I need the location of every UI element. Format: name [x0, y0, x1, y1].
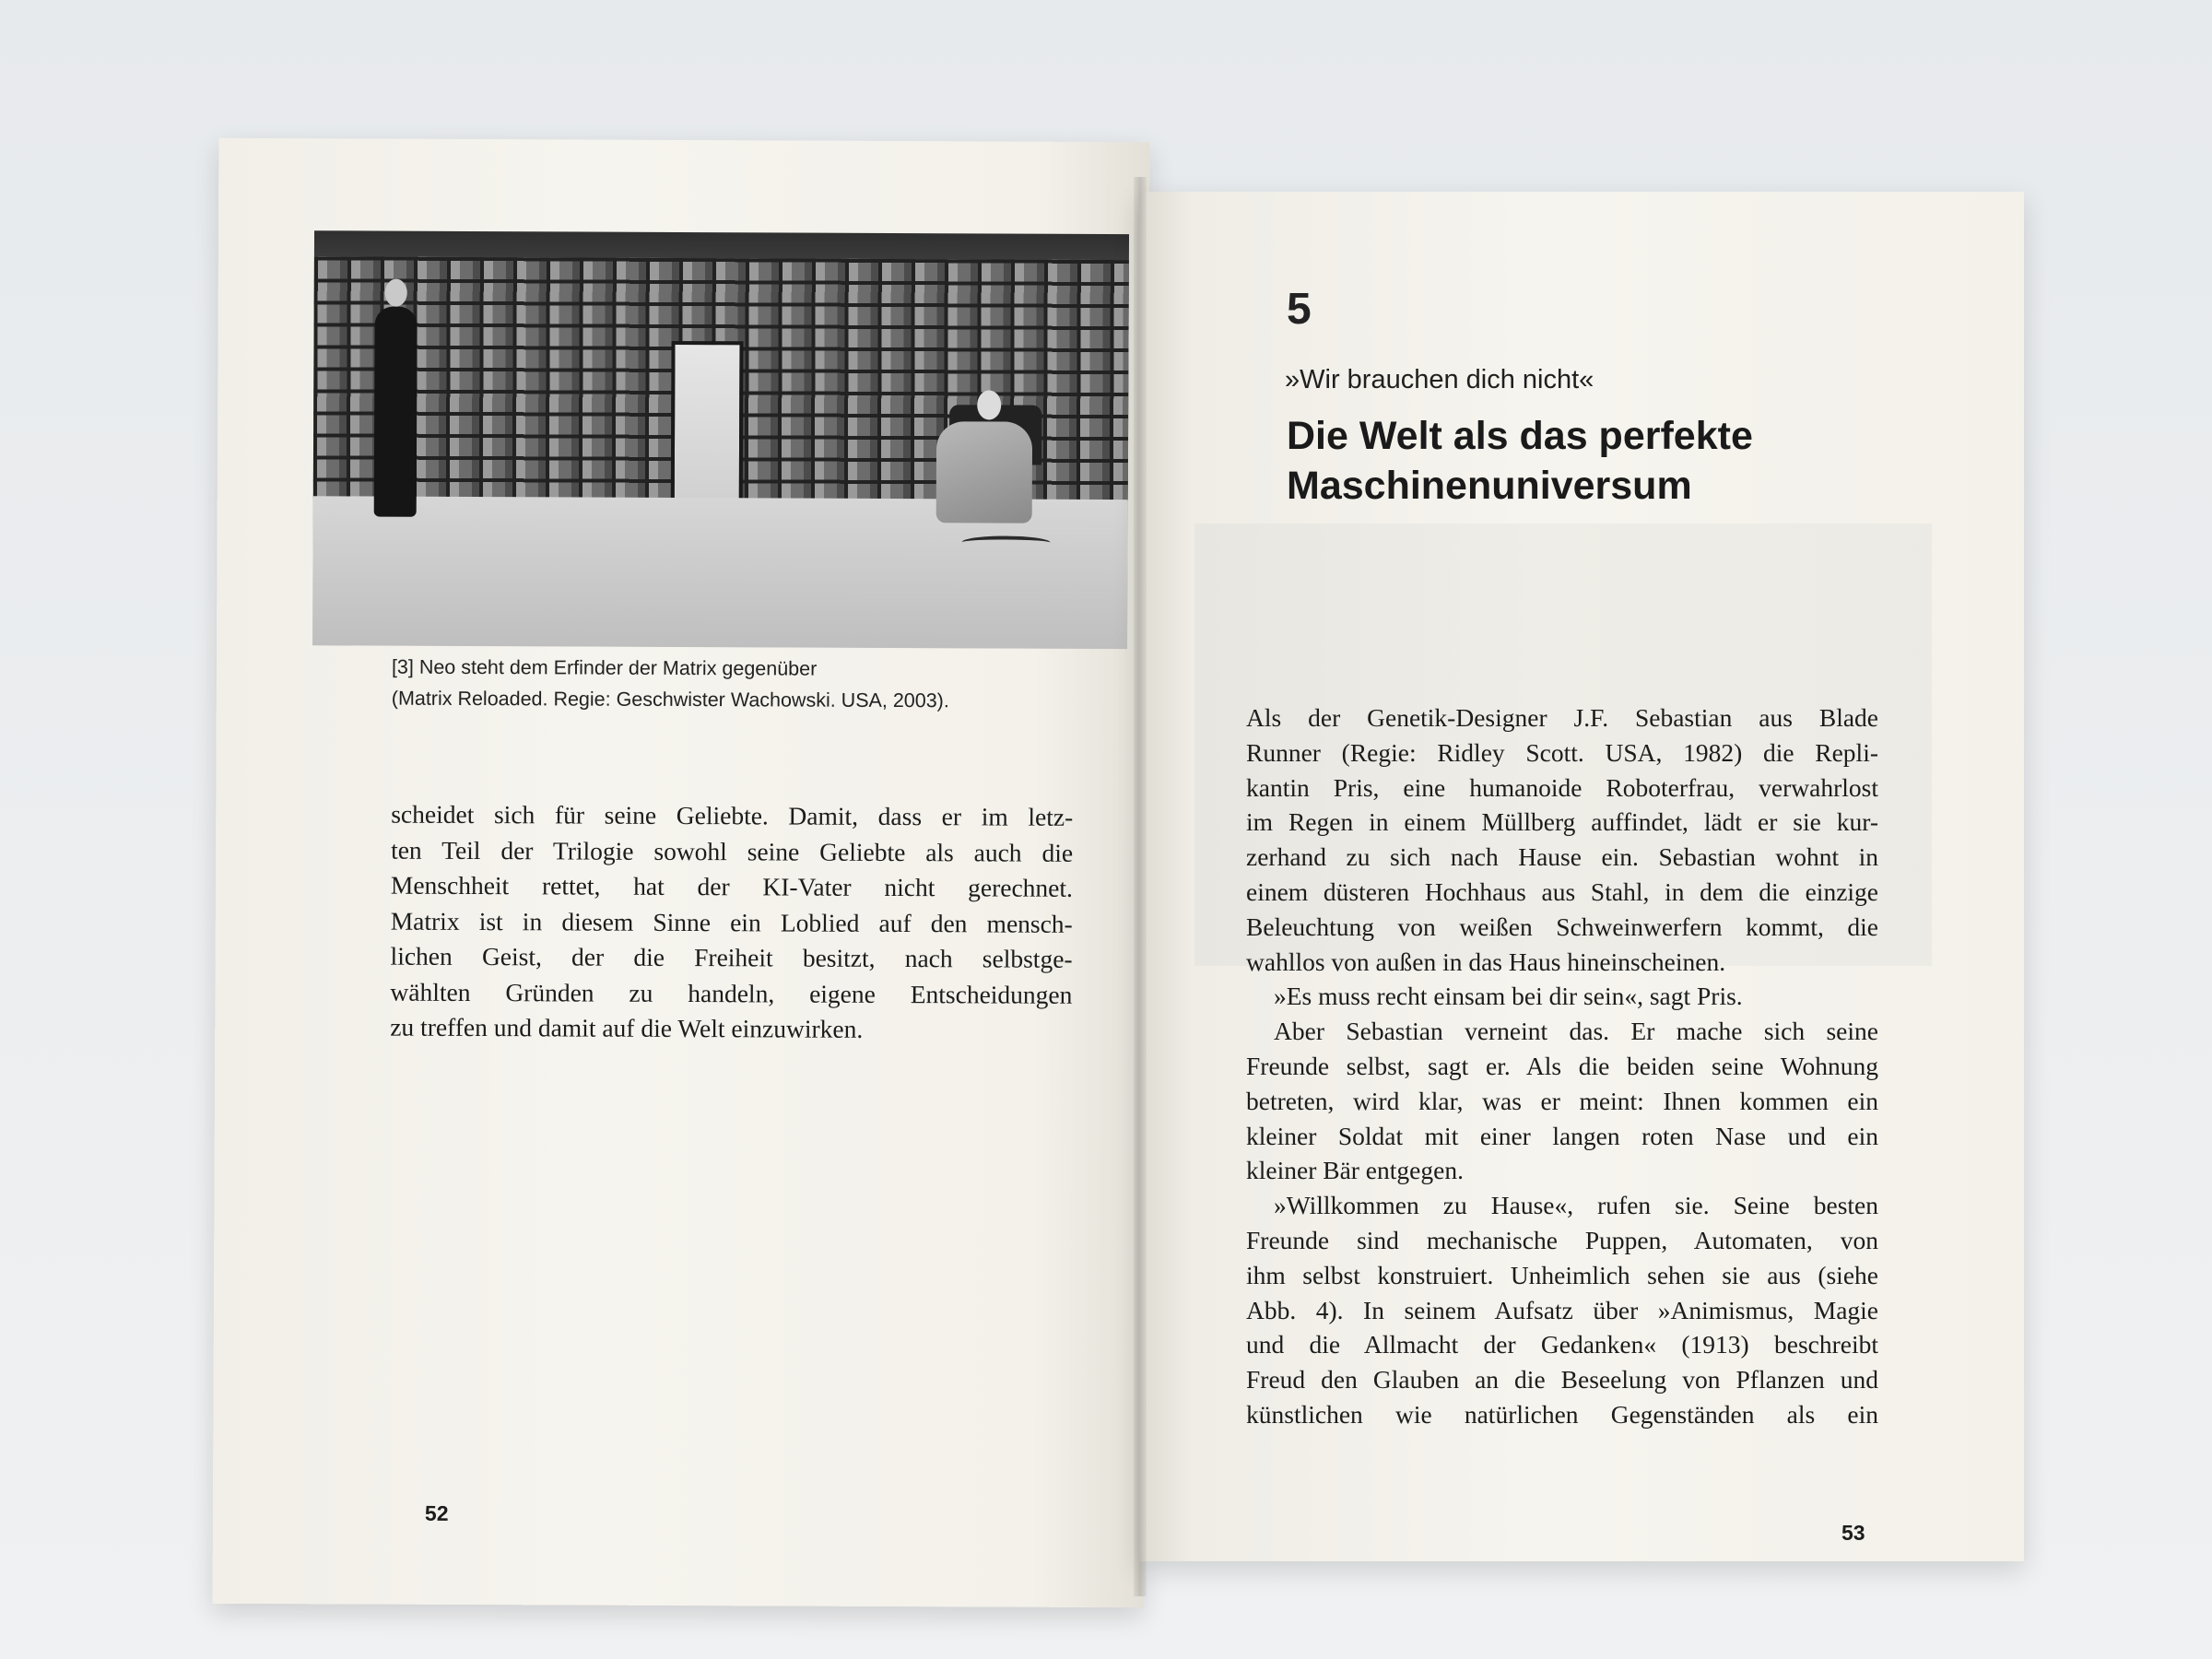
- text-line: kantin Pris, eine humanoide Roboterfrau, verwahrlost: [1246, 772, 1878, 802]
- text-line: kleiner Bär entgegen.: [1246, 1156, 1464, 1185]
- text-line: zu treffen und damit auf die Welt einzuwirken.: [390, 1012, 864, 1043]
- text-line: »Es muss recht einsam bei dir sein«, sagt Pris.: [1274, 982, 1743, 1011]
- text-line: betreten, wird klar, was er meint: Ihnen kommen ein: [1246, 1086, 1878, 1115]
- book-spine: [1134, 177, 1147, 1596]
- standing-figure: [374, 307, 418, 517]
- caption-line: (Matrix Reloaded. Regie: Geschwister Wachowski. USA, 2003).: [391, 687, 949, 712]
- right-page: [1139, 192, 2024, 1561]
- text-line: Matrix ist in diesem Sinne ein Loblied auf den mensch-: [390, 906, 1073, 938]
- text-line: zerhand zu sich nach Hause ein. Sebastian wohnt in: [1246, 842, 1878, 872]
- movie-still-image: [312, 230, 1129, 649]
- text-line: ihm selbst konstruiert. Unheimlich sehen sie aus (siehe: [1246, 1260, 1878, 1289]
- text-line: ten Teil der Trilogie sowohl seine Geliebte als auch die: [391, 835, 1074, 867]
- text-line: Menschheit rettet, hat der KI-Vater nicht gerechnet.: [390, 870, 1074, 902]
- text-line: Freunde selbst, sagt er. Als die beiden seine Wohnung: [1246, 1051, 1878, 1080]
- page-number: 53: [1841, 1521, 1865, 1545]
- seated-figure: [936, 421, 1032, 523]
- chapter-number: 5: [1287, 285, 1312, 334]
- text-line: Aber Sebastian verneint das. Er mache sich seine: [1274, 1017, 1878, 1046]
- chapter-title-line: Die Welt als das perfekte: [1287, 414, 1753, 458]
- doorway: [671, 341, 744, 514]
- open-book: [208, 140, 2022, 1607]
- text-line: »Willkommen zu Hause«, rufen sie. Seine besten: [1274, 1191, 1878, 1220]
- text-line: einem düsteren Hochhaus aus Stahl, in dem die einzige: [1246, 877, 1878, 906]
- chapter-kicker: »Wir brauchen dich nicht«: [1285, 365, 1594, 394]
- left-page: [213, 138, 1150, 1607]
- text-line: Freud den Glauben an die Beseelung von Pflanzen und: [1246, 1365, 1878, 1394]
- text-line: Freunde sind mechanische Puppen, Automaten, von: [1246, 1225, 1878, 1254]
- text-line: lichen Geist, der die Freiheit besitzt, nach selbstge-: [390, 941, 1073, 973]
- chapter-title-line: Maschinenuniversum: [1287, 464, 1692, 508]
- chapter-title: [1287, 411, 1877, 511]
- text-line: künstlichen wie natürlichen Gegenständen als ein: [1246, 1399, 1878, 1429]
- caption-line: [3] Neo steht dem Erfinder der Matrix gegenüber: [391, 655, 818, 680]
- text-line: und die Allmacht der Gedanken« (1913) beschreibt: [1246, 1330, 1878, 1359]
- left-body-text: [390, 797, 1073, 1049]
- text-line: wählten Gründen zu handeln, eigene Entscheidungen: [390, 977, 1073, 1009]
- right-body-text: [1246, 700, 1878, 1432]
- text-line: wahllos von außen in das Haus hineinscheinen.: [1246, 947, 1726, 976]
- page-number: 52: [424, 1500, 449, 1525]
- text-line: scheidet sich für seine Geliebte. Damit, dass er im letz-: [391, 799, 1074, 831]
- text-line: kleiner Soldat mit einer langen roten Nase und ein: [1246, 1121, 1878, 1150]
- text-line: im Regen in einem Müllberg auffindet, lädt er sie kur-: [1246, 807, 1878, 837]
- figure-caption: [392, 652, 1092, 717]
- text-line: Als der Genetik-Designer J.F. Sebastian aus Blade: [1246, 703, 1878, 732]
- text-line: Abb. 4). In seinem Aufsatz über »Animismus, Magie: [1246, 1295, 1878, 1324]
- text-line: Beleuchtung von weißen Schweinwerfern kommt, die: [1246, 912, 1878, 941]
- text-line: Runner (Regie: Ridley Scott. USA, 1982) die Repli-: [1246, 737, 1878, 767]
